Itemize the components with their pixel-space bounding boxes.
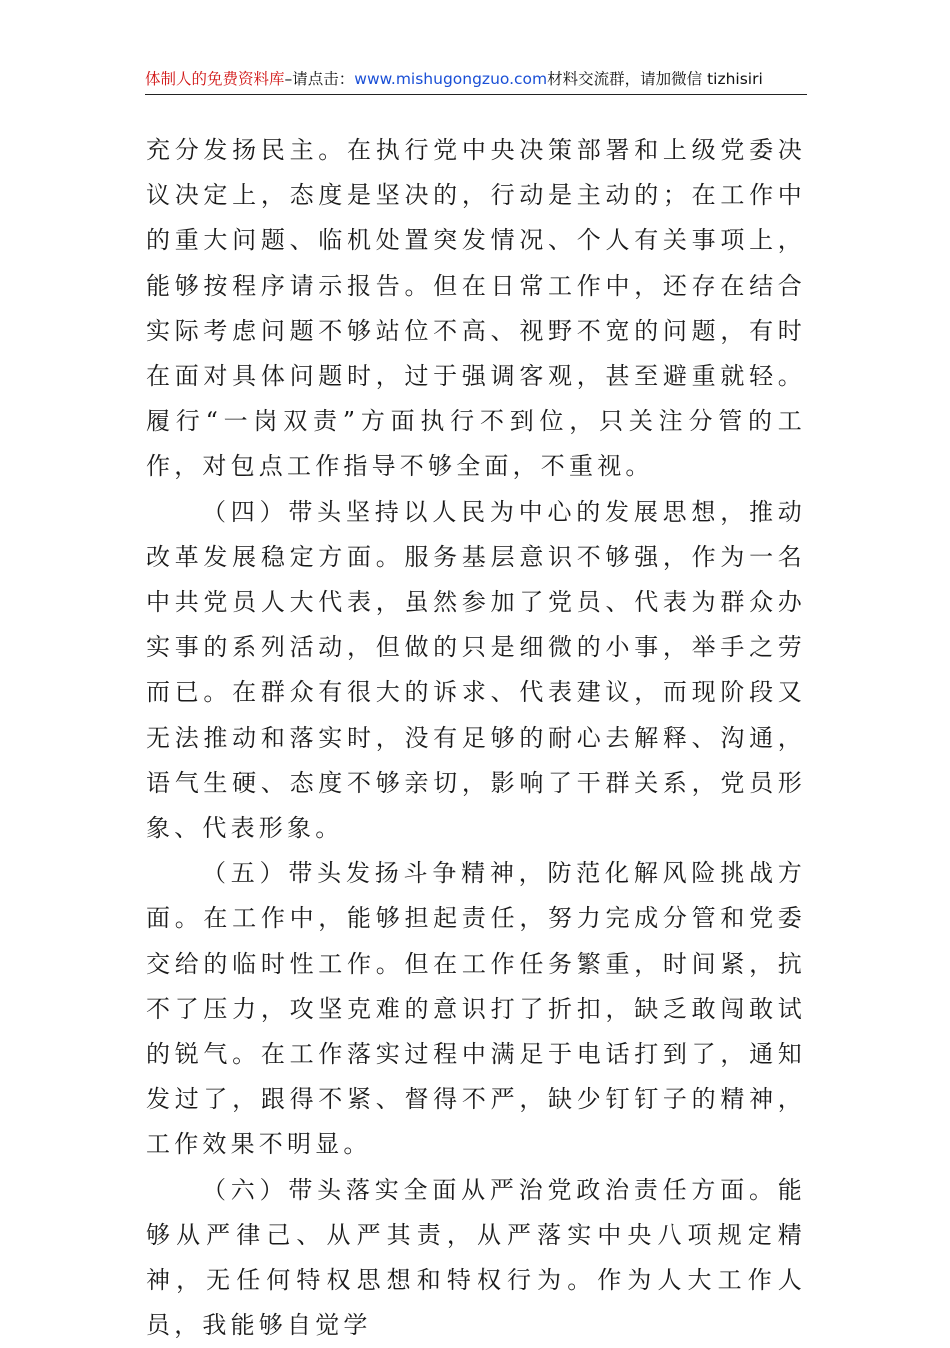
header-suffix: 材料交流群，请加微信 tizhisiri	[547, 70, 763, 88]
header-link[interactable]: www.mishugongzuo.com	[354, 70, 548, 88]
page-header	[145, 64, 807, 95]
header-brand: 体制人的免费资料库	[145, 70, 285, 88]
paragraph-section-six: （六）带头落实全面从严治党政治责任方面。能够从严律己、从严其责，从严落实中央八项规定精神，无任何特权思想和特权行为。作为人大工作人员，我能够自觉学	[146, 1175, 806, 1340]
document-body	[146, 128, 806, 1348]
paragraph-continued: 充分发扬民主。在执行党中央决策部署和上级党委决议决定上，态度是坚决的，行动是主动的；在工作中的重大问题、临机处置突发情况、个人有关事项上，能够按程序请示报告。但在日常工作中，还存在结合实际考虑问题不够站位不高、视野不宽的问题，有时在面对具体问题时，过于强调客观，甚至避重就轻。履行“一岗双责”方面执行不到位，只关注分管的工作，对包点工作指导不够全面，不重视。	[146, 136, 806, 481]
paragraph-section-five: （五）带头发扬斗争精神，防范化解风险挑战方面。在工作中，能够担起责任，努力完成分管和党委交给的临时性工作。但在工作任务繁重，时间紧，抗不了压力，攻坚克难的意识打了折扣，缺乏敢闯敢试的锐气。在工作落实过程中满足于电话打到了，通知发过了，跟得不紧、督得不严，缺少钉钉子的精神，工作效果不明显。	[146, 859, 806, 1159]
header-prompt: –请点击：	[284, 70, 355, 88]
paragraph-section-four: （四）带头坚持以人民为中心的发展思想，推动改革发展稳定方面。服务基层意识不够强，作为一名中共党员人大代表，虽然参加了党员、代表为群众办实事的系列活动，但做的只是细微的小事，举手之劳而已。在群众有很大的诉求、代表建议，而现阶段又无法推动和落实时，没有足够的耐心去解释、沟通，语气生硬、态度不够亲切，影响了干群关系，党员形象、代表形象。	[146, 497, 806, 843]
